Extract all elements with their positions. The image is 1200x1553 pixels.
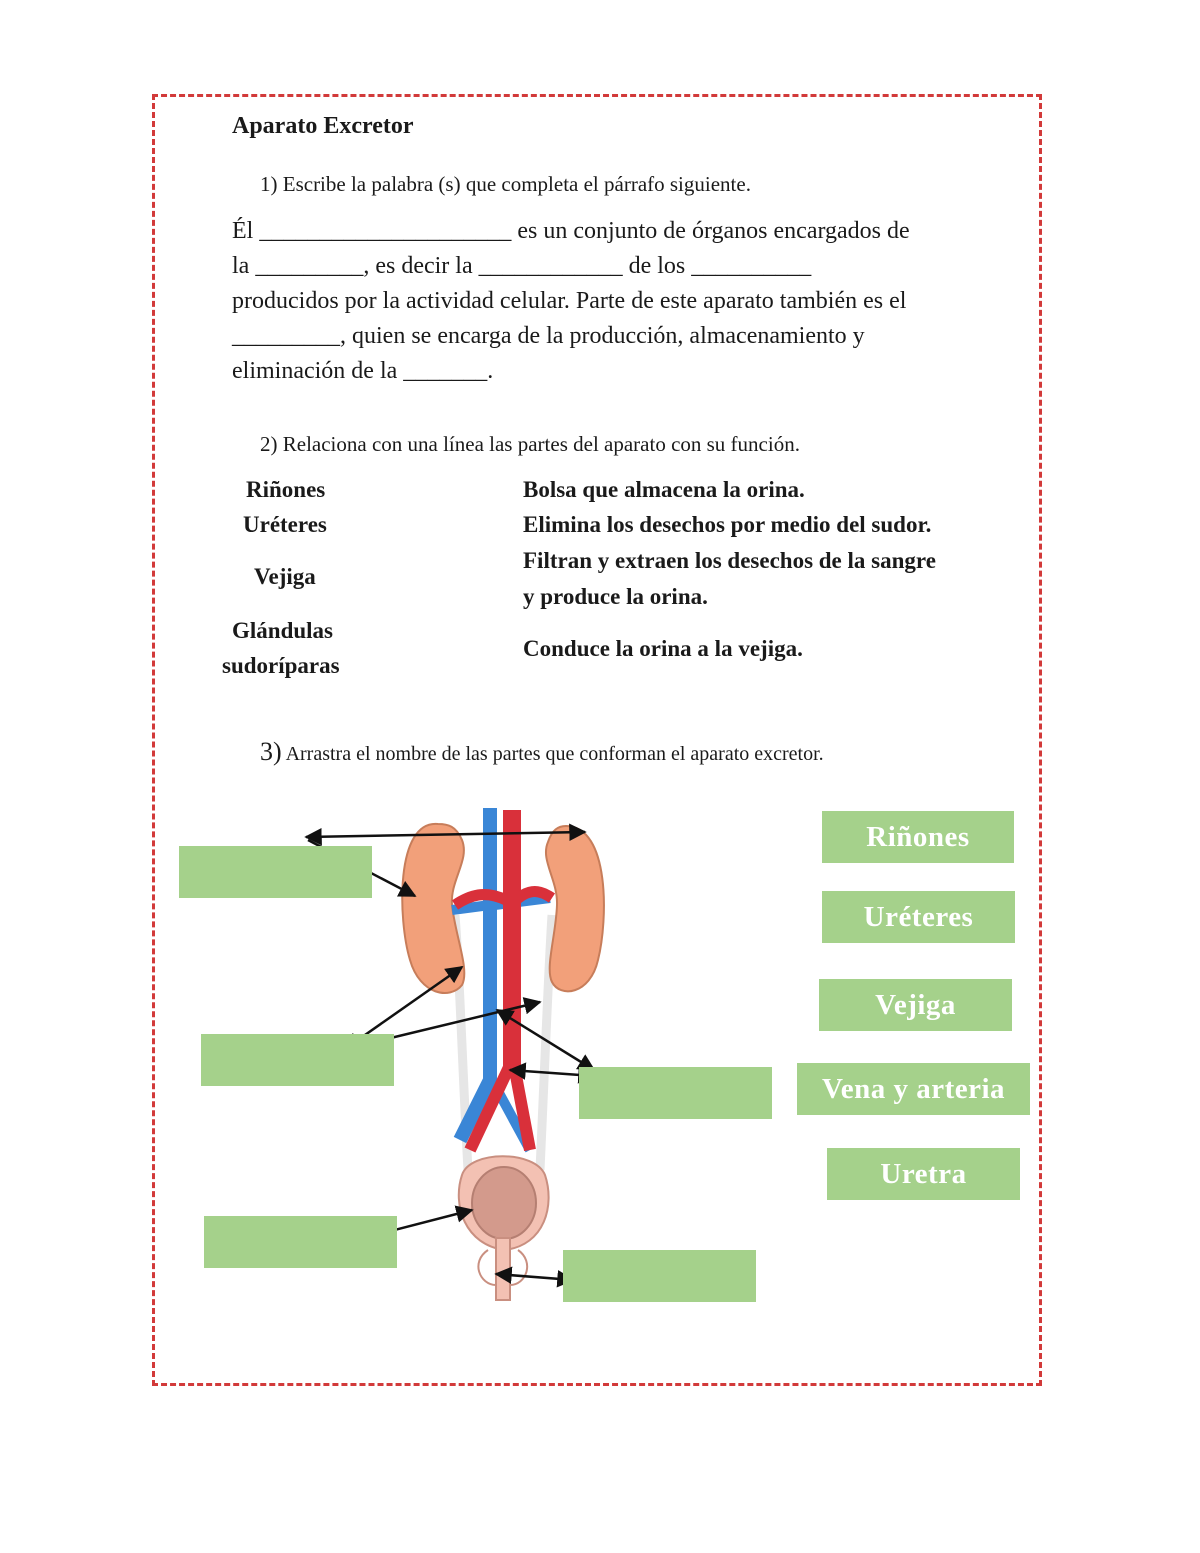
drag-label-vena-arteria[interactable]: Vena y arteria — [797, 1063, 1030, 1115]
function-elimina[interactable]: Elimina los desechos por medio del sudor. — [523, 512, 932, 537]
right-kidney — [546, 826, 604, 991]
paragraph-line: la _________, es decir la ____________ de los __________ — [232, 253, 812, 279]
drop-zone-1[interactable] — [179, 846, 372, 898]
part-glandulas[interactable]: Glándulas — [232, 618, 333, 643]
function-bolsa[interactable]: Bolsa que almacena la orina. — [523, 477, 805, 502]
urethra — [496, 1238, 510, 1300]
function-filtran[interactable]: Filtran y extraen los desechos de la sangre — [523, 548, 936, 573]
part-ureteres[interactable]: Uréteres — [243, 512, 327, 537]
bladder — [472, 1167, 536, 1239]
paragraph-line: eliminación de la _______. — [232, 358, 494, 384]
drop-zone-5[interactable] — [563, 1250, 756, 1302]
drag-label-rinones[interactable]: Riñones — [822, 811, 1014, 863]
part-rinones[interactable]: Riñones — [246, 477, 326, 502]
function-conduce[interactable]: Conduce la orina a la vejiga. — [523, 636, 803, 661]
drag-label-vejiga[interactable]: Vejiga — [819, 979, 1012, 1031]
part-sudoriparas[interactable]: sudoríparas — [222, 653, 340, 678]
question-2-prompt: 2) Relaciona con una línea las partes del aparato con su función. — [260, 432, 800, 456]
function-filtran-cont: y produce la orina. — [523, 584, 708, 609]
drop-zone-3[interactable] — [579, 1067, 772, 1119]
part-vejiga[interactable]: Vejiga — [254, 564, 316, 589]
paragraph-line: Él _____________________ es un conjunto de órganos encargados de — [232, 218, 910, 244]
iliac-artery-right — [514, 1065, 530, 1150]
drag-label-uretra[interactable]: Uretra — [827, 1148, 1020, 1200]
drop-zone-4[interactable] — [204, 1216, 397, 1268]
worksheet-title: Aparato Excretor — [232, 113, 414, 139]
paragraph-line: _________, quien se encarga de la producción, almacenamiento y — [232, 323, 865, 349]
drag-label-ureteres[interactable]: Uréteres — [822, 891, 1015, 943]
drop-zone-2[interactable] — [201, 1034, 394, 1086]
question-3-text: Arrastra el nombre de las partes que conforman el aparato excretor. — [285, 743, 824, 765]
paragraph-line: producidos por la actividad celular. Parte de este aparato también es el — [232, 288, 907, 314]
question-1-prompt: 1) Escribe la palabra (s) que completa el párrafo siguiente. — [260, 172, 751, 196]
question-3-number: 3) — [260, 737, 282, 766]
